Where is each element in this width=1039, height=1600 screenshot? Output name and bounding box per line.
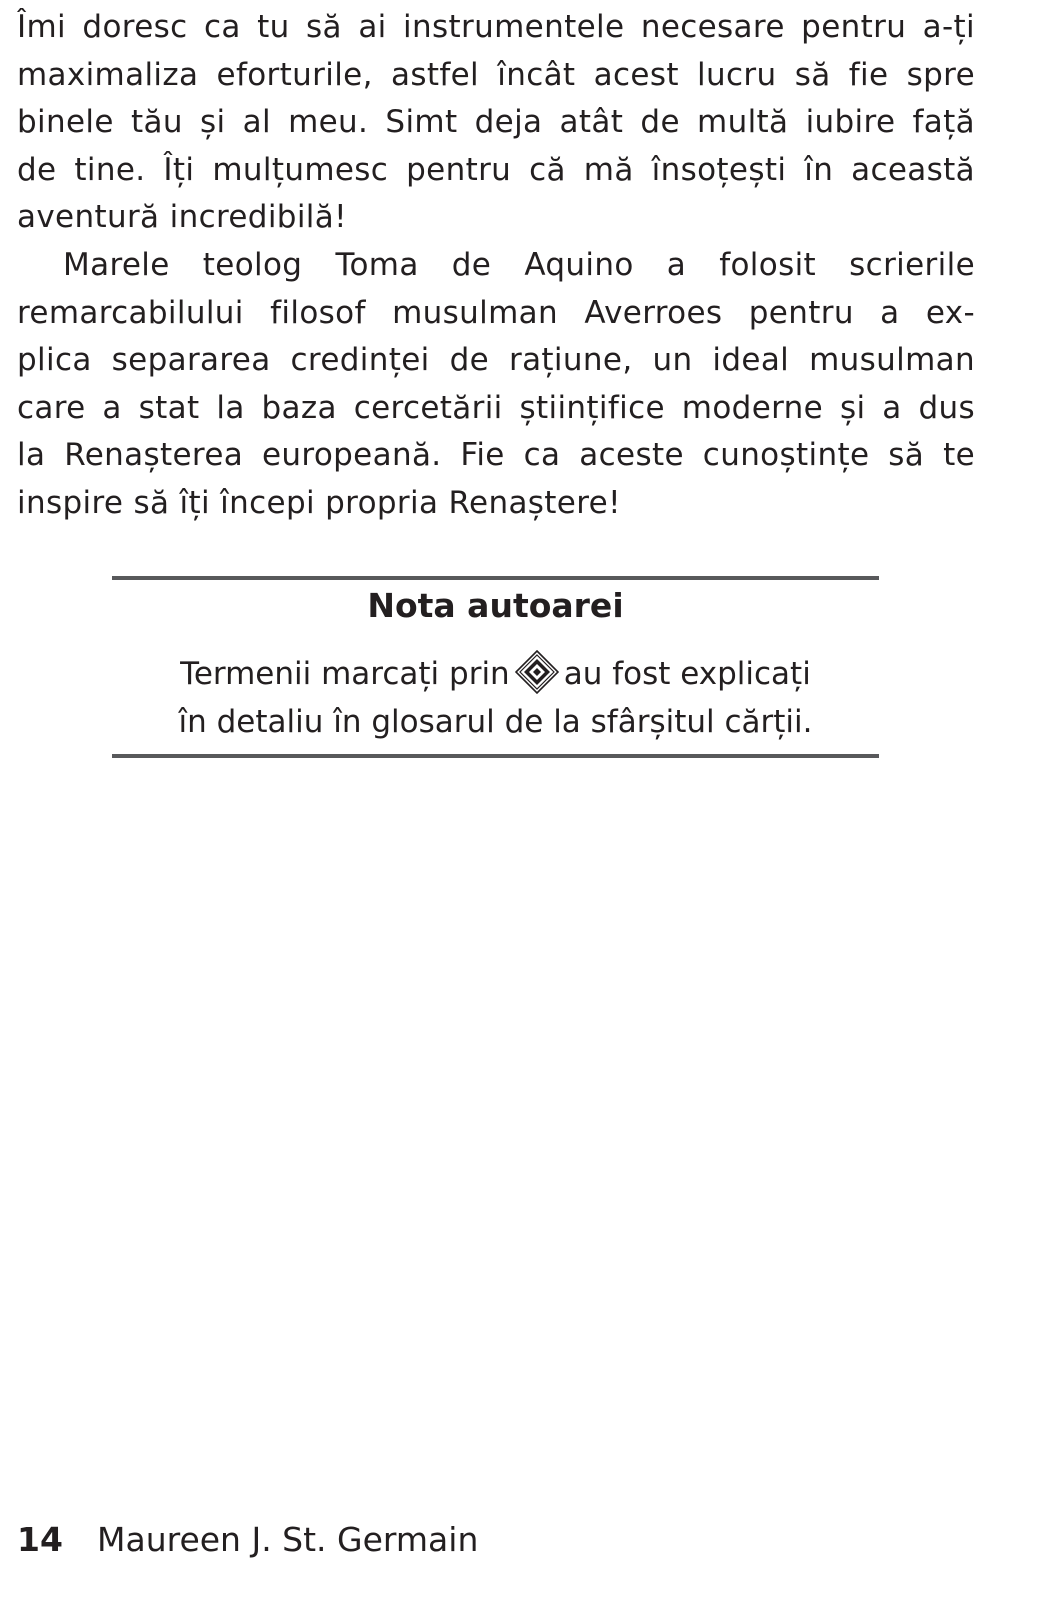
main-text [17,4,975,528]
text-line: remarcabilului filosof musulman Averroes pentru a ex- [17,294,975,331]
top-rule [112,576,879,580]
text-line: care a stat la baza cercetării științifice moderne și a dus [17,389,975,426]
note-line-1 [112,652,879,696]
text-line: inspire să îți începi propria Renaștere! [17,484,621,521]
text-line: aventură incredibilă! [17,199,347,236]
text-line: de tine. Îți mulțumesc pentru că mă însoțești în această [17,151,975,188]
text-line: Îmi doresc ca tu să ai instrumentele necesare pentru a-ți [17,9,975,45]
text-line: la Renașterea europeană. Fie ca aceste cunoștințe să te [17,437,975,474]
bottom-rule [112,754,879,758]
text-line: maximaliza eforturile, astfel încât acest lucru să fie spre [17,56,975,93]
diamond-ornament-icon [515,650,559,694]
note-text-before-marker: Termenii marcați prin [180,656,510,692]
page-number: 14 [17,1520,63,1559]
running-author: Maureen J. St. Germain [97,1520,479,1559]
note-line-2: în detaliu în glosarul de la sfârșitul cărții. [178,704,813,740]
text-line: binele tău și al meu. Simt deja atât de multă iubire față [17,104,975,141]
note-title: Nota autoarei [367,586,624,625]
text-line: plica separarea credinței de rațiune, un ideal musulman [17,342,975,379]
author-note [112,576,879,760]
page-footer [17,1518,478,1562]
note-text-after-marker: au fost explicați [563,656,811,692]
text-line: Marele teolog Toma de Aquino a folosit scrierile [63,246,975,283]
